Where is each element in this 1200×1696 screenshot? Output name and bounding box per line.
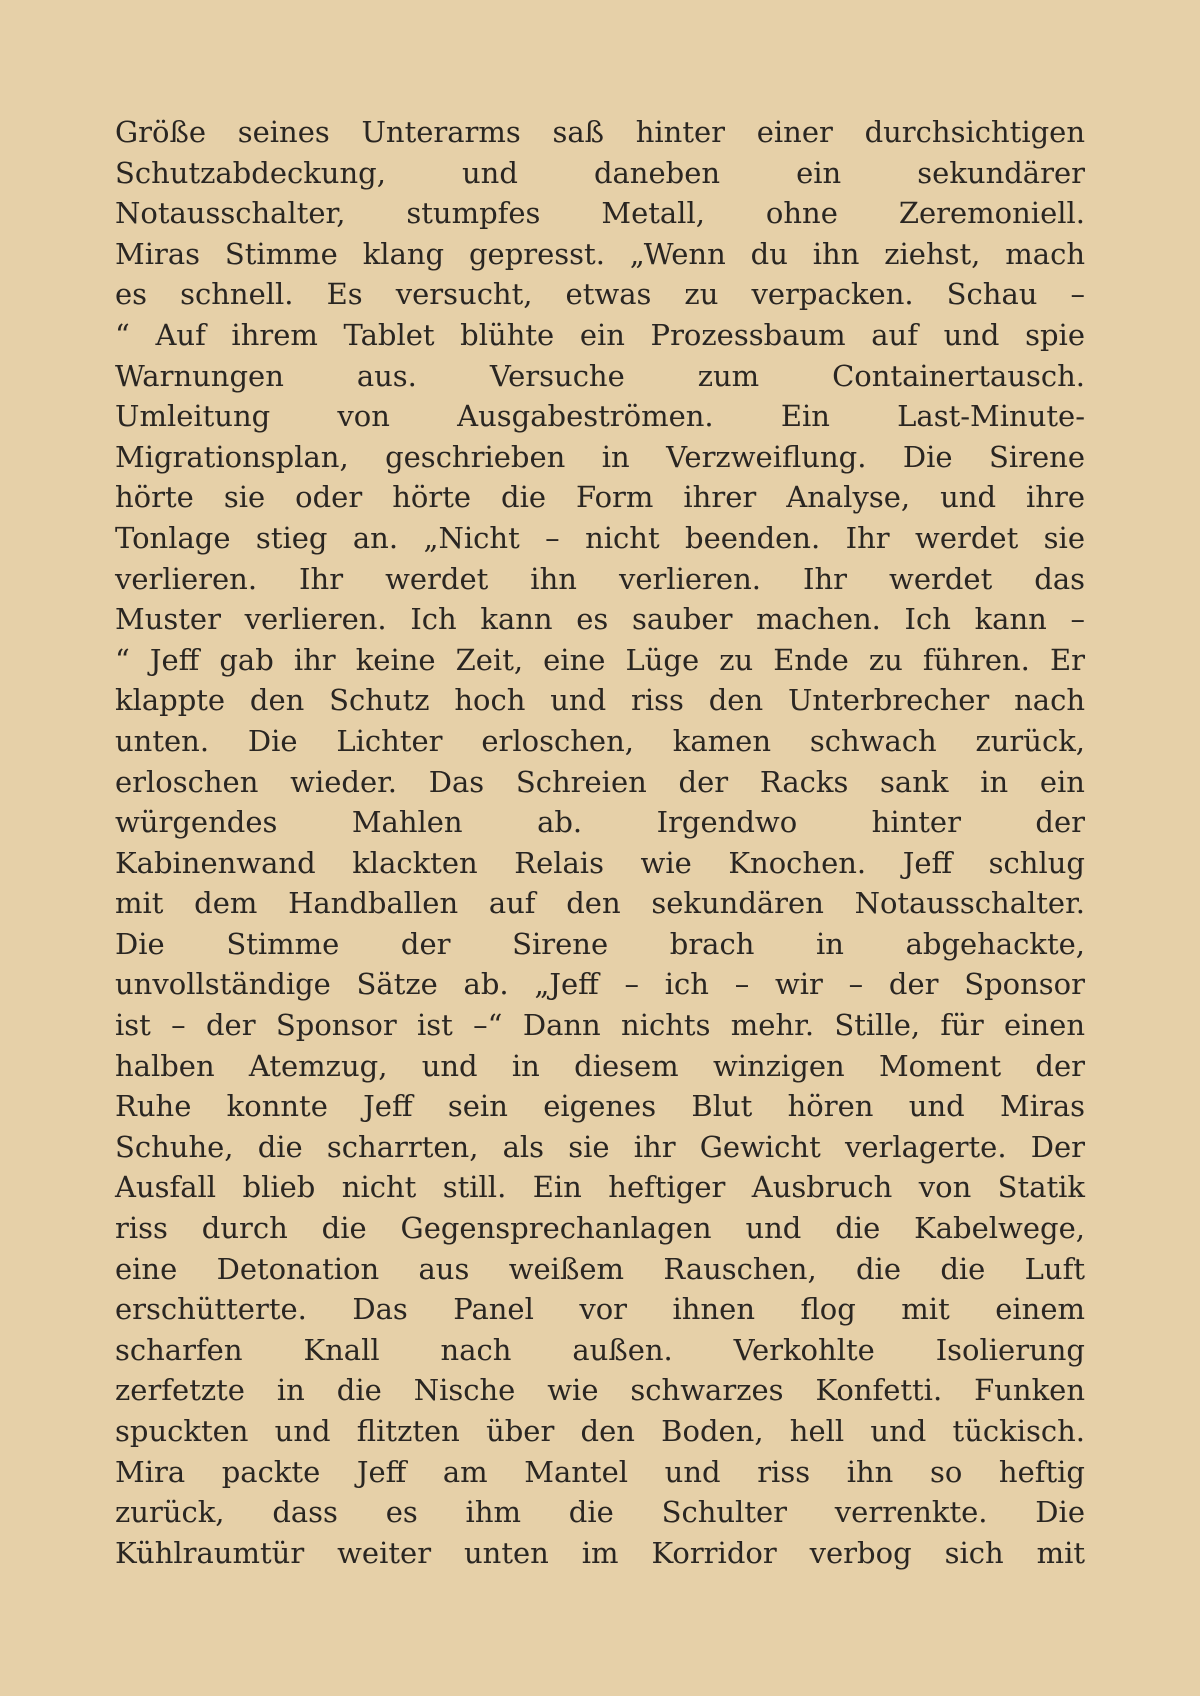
text-line-11: Tonlage stieg an. „Nicht – nicht beenden. Ihr werdet sie	[115, 520, 1085, 555]
text-line-14: “ Jeff gab ihr keine Zeit, eine Lüge zu Ende zu führen. Er	[115, 642, 1085, 677]
text-line-34: Mira packte Jeff am Mantel und riss ihn so heftig	[115, 1454, 1085, 1489]
text-line-20: mit dem Handballen auf den sekundären Notausschalter.	[115, 886, 1085, 921]
text-line-35: zurück, dass es ihm die Schulter verrenkte. Die	[115, 1495, 1085, 1530]
text-line-22: unvollständige Sätze ab. „Jeff – ich – wir – der Sponsor	[115, 967, 1085, 1002]
text-line-19: Kabinenwand klackten Relais wie Knochen. Jeff schlug	[115, 845, 1085, 880]
text-line-10: hörte sie oder hörte die Form ihrer Analyse, und ihre	[115, 480, 1085, 515]
text-line-2: Schutzabdeckung, und daneben ein sekundärer	[115, 155, 1085, 190]
text-line-21: Die Stimme der Sirene brach in abgehackte,	[115, 926, 1085, 961]
text-line-4: Miras Stimme klang gepresst. „Wenn du ihn ziehst, mach	[115, 236, 1085, 271]
text-line-28: riss durch die Gegensprechanlagen und die Kabelwege,	[115, 1211, 1085, 1246]
text-line-23: ist – der Sponsor ist –“ Dann nichts mehr. Stille, für einen	[115, 1008, 1085, 1043]
text-line-26: Schuhe, die scharrten, als sie ihr Gewicht verlagerte. Der	[115, 1129, 1085, 1164]
text-line-8: Umleitung von Ausgabeströmen. Ein Last-Minute-	[115, 399, 1085, 434]
text-line-5: es schnell. Es versucht, etwas zu verpacken. Schau –	[115, 277, 1085, 312]
text-line-33: spuckten und flitzten über den Boden, hell und tückisch.	[115, 1414, 1085, 1448]
text-line-16: unten. Die Lichter erloschen, kamen schwach zurück,	[115, 723, 1085, 758]
text-line-31: scharfen Knall nach außen. Verkohlte Isolierung	[115, 1332, 1085, 1367]
text-line-18: würgendes Mahlen ab. Irgendwo hinter der	[115, 805, 1085, 840]
text-line-3: Notausschalter, stumpfes Metall, ohne Zeremoniell.	[115, 196, 1085, 231]
text-line-6: “ Auf ihrem Tablet blühte ein Prozessbaum auf und spie	[115, 317, 1085, 352]
text-line-15: klappte den Schutz hoch und riss den Unterbrecher nach	[115, 683, 1085, 718]
body-text	[115, 112, 1085, 1573]
text-line-32: zerfetzte in die Nische wie schwarzes Konfetti. Funken	[115, 1373, 1085, 1408]
text-line-27: Ausfall blieb nicht still. Ein heftiger Ausbruch von Statik	[115, 1170, 1085, 1205]
text-line-24: halben Atemzug, und in diesem winzigen Moment der	[115, 1048, 1085, 1083]
text-line-29: eine Detonation aus weißem Rauschen, die die Luft	[115, 1251, 1085, 1286]
text-line-7: Warnungen aus. Versuche zum Containertausch.	[115, 358, 1085, 393]
text-line-1: Größe seines Unterarms saß hinter einer durchsichtigen	[115, 115, 1085, 149]
text-line-25: Ruhe konnte Jeff sein eigenes Blut hören und Miras	[115, 1089, 1085, 1124]
text-line-13: Muster verlieren. Ich kann es sauber machen. Ich kann –	[115, 602, 1085, 637]
text-line-36: Kühlraumtür weiter unten im Korridor verbog sich mit	[115, 1535, 1085, 1570]
text-line-30: erschütterte. Das Panel vor ihnen flog mit einem	[115, 1292, 1085, 1327]
text-line-17: erloschen wieder. Das Schreien der Racks sank in ein	[115, 764, 1085, 799]
text-line-9: Migrationsplan, geschrieben in Verzweiflung. Die Sirene	[115, 439, 1085, 474]
text-line-12: verlieren. Ihr werdet ihn verlieren. Ihr werdet das	[115, 561, 1085, 596]
